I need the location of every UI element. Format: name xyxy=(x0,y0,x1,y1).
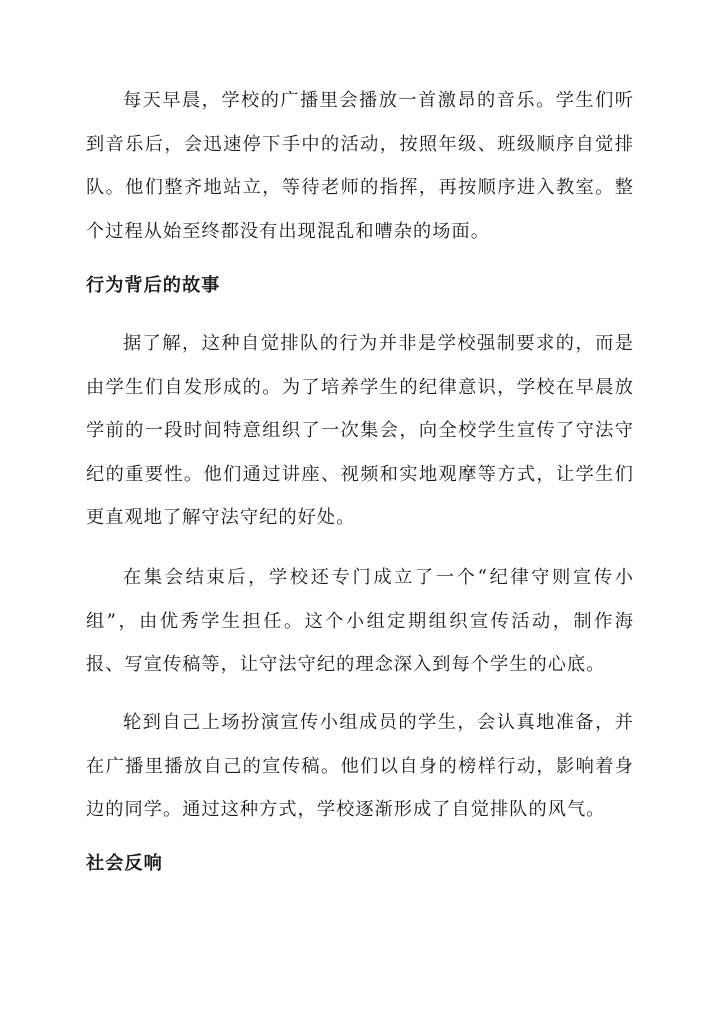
body-paragraph-morning-queue: 每天早晨，学校的广播里会播放一首激昂的音乐。学生们听到音乐后，会迅速停下手中的活动，按照年级、班级顺序自觉排队。他们整齐地站立，等待老师的指挥，再按顺序进入教室。整个过程从始至终都没有出现混乱和嘈杂的场面。 xyxy=(86,90,634,242)
body-paragraph-self-formed: 据了解，这种自觉排队的行为并非是学校强制要求的，而是由学生们自发形成的。为了培养学生的纪律意识，学校在早晨放学前的一段时间特意组织了一次集会，向全校学生宣传了守法守纪的重要性。他们通过讲座、视频和实地观摩等方式，让学生们更直观地了解守法守纪的好处。 xyxy=(86,333,634,528)
body-paragraph-promotion-group: 在集会结束后，学校还专门成立了一个“纪律守则宣传小组”，由优秀学生担任。这个小组定期组织宣传活动，制作海报、写宣传稿等，让守法守纪的理念深入到每个学生的心底。 xyxy=(86,567,634,675)
section-heading-social-response: 社会反响 xyxy=(86,853,163,874)
section-heading-story-behind: 行为背后的故事 xyxy=(86,275,221,296)
body-paragraph-role-models: 轮到自己上场扮演宣传小组成员的学生，会认真地准备，并在广播里播放自己的宣传稿。他们以自身的榜样行动，影响着身边的同学。通过这种方式，学校逐渐形成了自觉排队的风气。 xyxy=(86,712,634,820)
